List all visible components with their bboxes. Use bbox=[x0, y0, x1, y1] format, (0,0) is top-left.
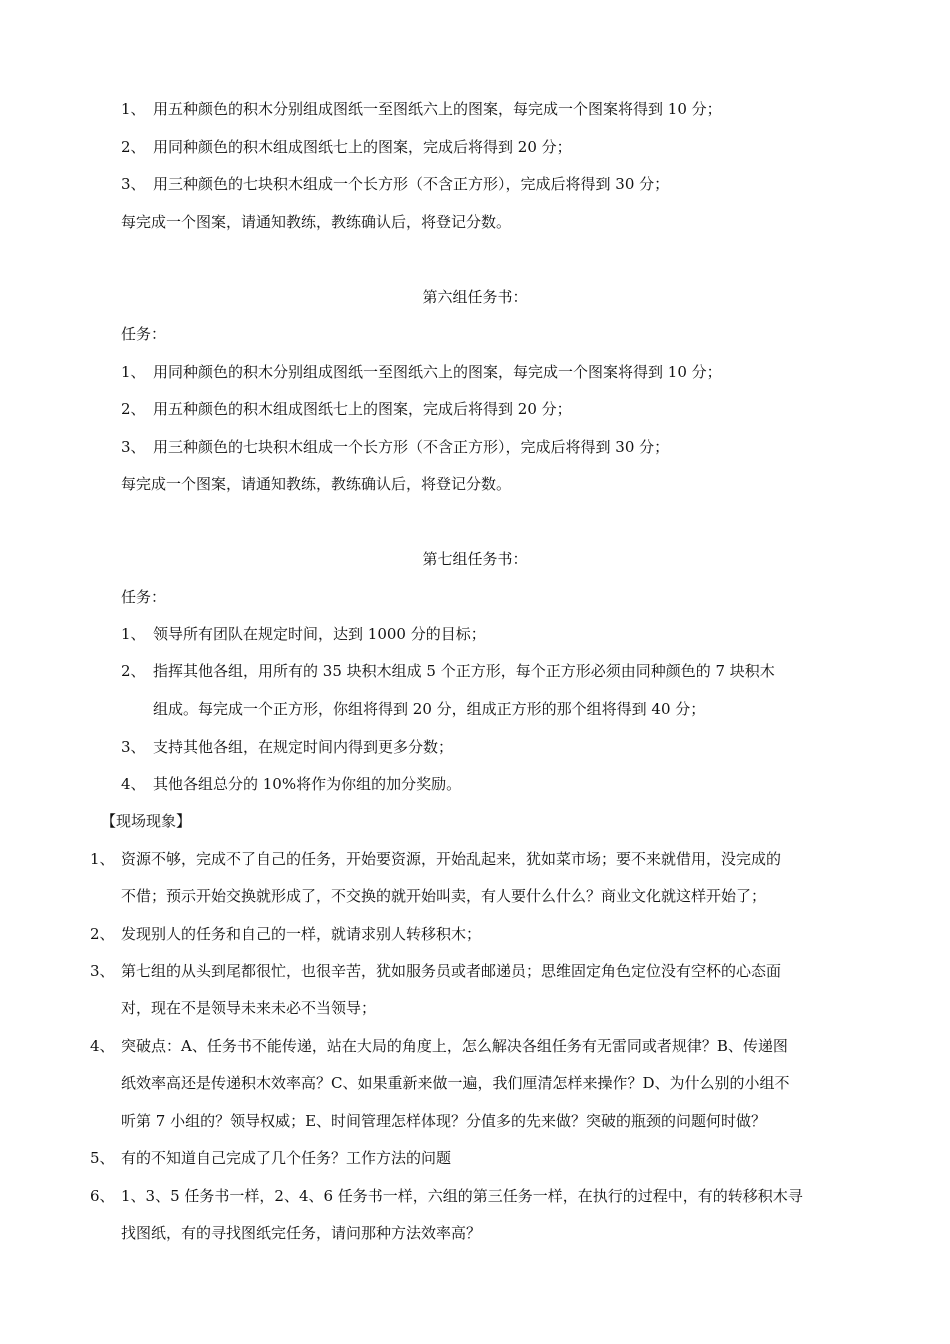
note-paragraph: 每完成一个图案，请通知教练，教练确认后，将登记分数。 bbox=[121, 475, 512, 493]
item-text: 用同种颜色的积木分别组成图纸一至图纸六上的图案，每完成一个图案将得到 10 分； bbox=[153, 363, 722, 381]
list-item bbox=[121, 624, 486, 644]
item-continuation: 组成。每完成一个正方形，你组将得到 20 分，组成正方形的那个组将得到 40 分； bbox=[153, 700, 706, 718]
item-number: 2、 bbox=[121, 138, 146, 156]
item-number: 4、 bbox=[90, 1037, 115, 1055]
list-item bbox=[121, 137, 572, 157]
item-number: 5、 bbox=[90, 1149, 115, 1167]
item-text: 用三种颜色的七块积木组成一个长方形（不含正方形），完成后将得到 30 分； bbox=[153, 175, 670, 193]
item-text: 用五种颜色的积木组成图纸七上的图案，完成后将得到 20 分； bbox=[153, 400, 572, 418]
section-title: 第六组任务书： bbox=[422, 288, 528, 306]
item-text: 资源不够，完成不了自己的任务，开始要资源，开始乱起来，犹如菜市场；要不来就借用，没完成的 bbox=[121, 850, 782, 868]
item-number: 3、 bbox=[90, 962, 115, 980]
item-continuation: 听第 7 小组的？领导权威；E、时间管理怎样体现？分值多的先来做？突破的瓶颈的问题何时做？ bbox=[121, 1112, 767, 1130]
list-item bbox=[90, 1148, 451, 1168]
section-title: 第七组任务书： bbox=[422, 550, 528, 568]
list-item bbox=[121, 399, 572, 419]
item-number: 3、 bbox=[121, 738, 146, 756]
list-item bbox=[90, 924, 481, 944]
item-continuation: 对，现在不是领导未来未必不当领导； bbox=[121, 999, 377, 1017]
item-text: 领导所有团队在规定时间，达到 1000 分的目标； bbox=[153, 625, 486, 643]
item-number: 1、 bbox=[90, 850, 115, 868]
item-number: 4、 bbox=[121, 775, 146, 793]
item-continuation: 找图纸，有的寻找图纸完任务，请问那种方法效率高？ bbox=[121, 1224, 482, 1242]
list-item bbox=[90, 1186, 803, 1206]
list-item bbox=[121, 774, 461, 794]
section-heading: 【现场现象】 bbox=[101, 812, 192, 830]
item-text: 有的不知道自己完成了几个任务？工作方法的问题 bbox=[121, 1149, 452, 1167]
list-item bbox=[90, 961, 781, 981]
item-number: 1、 bbox=[121, 100, 146, 118]
list-item bbox=[90, 849, 781, 869]
item-number: 3、 bbox=[121, 438, 146, 456]
item-number: 2、 bbox=[90, 925, 115, 943]
list-item bbox=[121, 362, 722, 382]
item-number: 1、 bbox=[121, 363, 146, 381]
item-text: 指挥其他各组，用所有的 35 块积木组成 5 个正方形，每个正方形必须由同种颜色的 7 块积木 bbox=[153, 662, 775, 680]
list-item bbox=[121, 99, 722, 119]
item-text: 突破点：A、任务书不能传递，站在大局的角度上，怎么解决各组任务有无雷同或者规律？B、传递图 bbox=[121, 1037, 788, 1055]
list-item bbox=[121, 661, 775, 681]
item-number: 3、 bbox=[121, 175, 146, 193]
item-continuation: 纸效率高还是传递积木效率高？C、如果重新来做一遍，我们厘清怎样来操作？D、为什么别的小组不 bbox=[121, 1074, 790, 1092]
item-number: 6、 bbox=[90, 1187, 115, 1205]
task-label: 任务： bbox=[121, 588, 167, 606]
item-text: 用同种颜色的积木组成图纸七上的图案，完成后将得到 20 分； bbox=[153, 138, 572, 156]
item-number: 2、 bbox=[121, 662, 146, 680]
item-text: 支持其他各组，在规定时间内得到更多分数； bbox=[153, 738, 454, 756]
item-text: 用五种颜色的积木分别组成图纸一至图纸六上的图案，每完成一个图案将得到 10 分； bbox=[153, 100, 722, 118]
item-text: 用三种颜色的七块积木组成一个长方形（不含正方形），完成后将得到 30 分； bbox=[153, 438, 670, 456]
item-number: 1、 bbox=[121, 625, 146, 643]
note-paragraph: 每完成一个图案，请通知教练，教练确认后，将登记分数。 bbox=[121, 213, 512, 231]
item-text: 1、3、5 任务书一样，2、4、6 任务书一样，六组的第三任务一样，在执行的过程中，有的转移积木寻 bbox=[121, 1187, 803, 1205]
item-text: 第七组的从头到尾都很忙，也很辛苦，犹如服务员或者邮递员；思维固定角色定位没有空杯的心态面 bbox=[121, 962, 782, 980]
item-number: 2、 bbox=[121, 400, 146, 418]
list-item bbox=[121, 437, 669, 457]
task-label: 任务： bbox=[121, 325, 167, 343]
list-item bbox=[121, 174, 669, 194]
list-item bbox=[90, 1036, 788, 1056]
list-item bbox=[121, 737, 453, 757]
item-continuation: 不借；预示开始交换就形成了，不交换的就开始叫卖，有人要什么什么？商业文化就这样开始了； bbox=[121, 887, 767, 905]
item-text: 发现别人的任务和自己的一样，就请求别人转移积木； bbox=[121, 925, 482, 943]
item-text: 其他各组总分的 10%将作为你组的加分奖励。 bbox=[153, 775, 462, 793]
